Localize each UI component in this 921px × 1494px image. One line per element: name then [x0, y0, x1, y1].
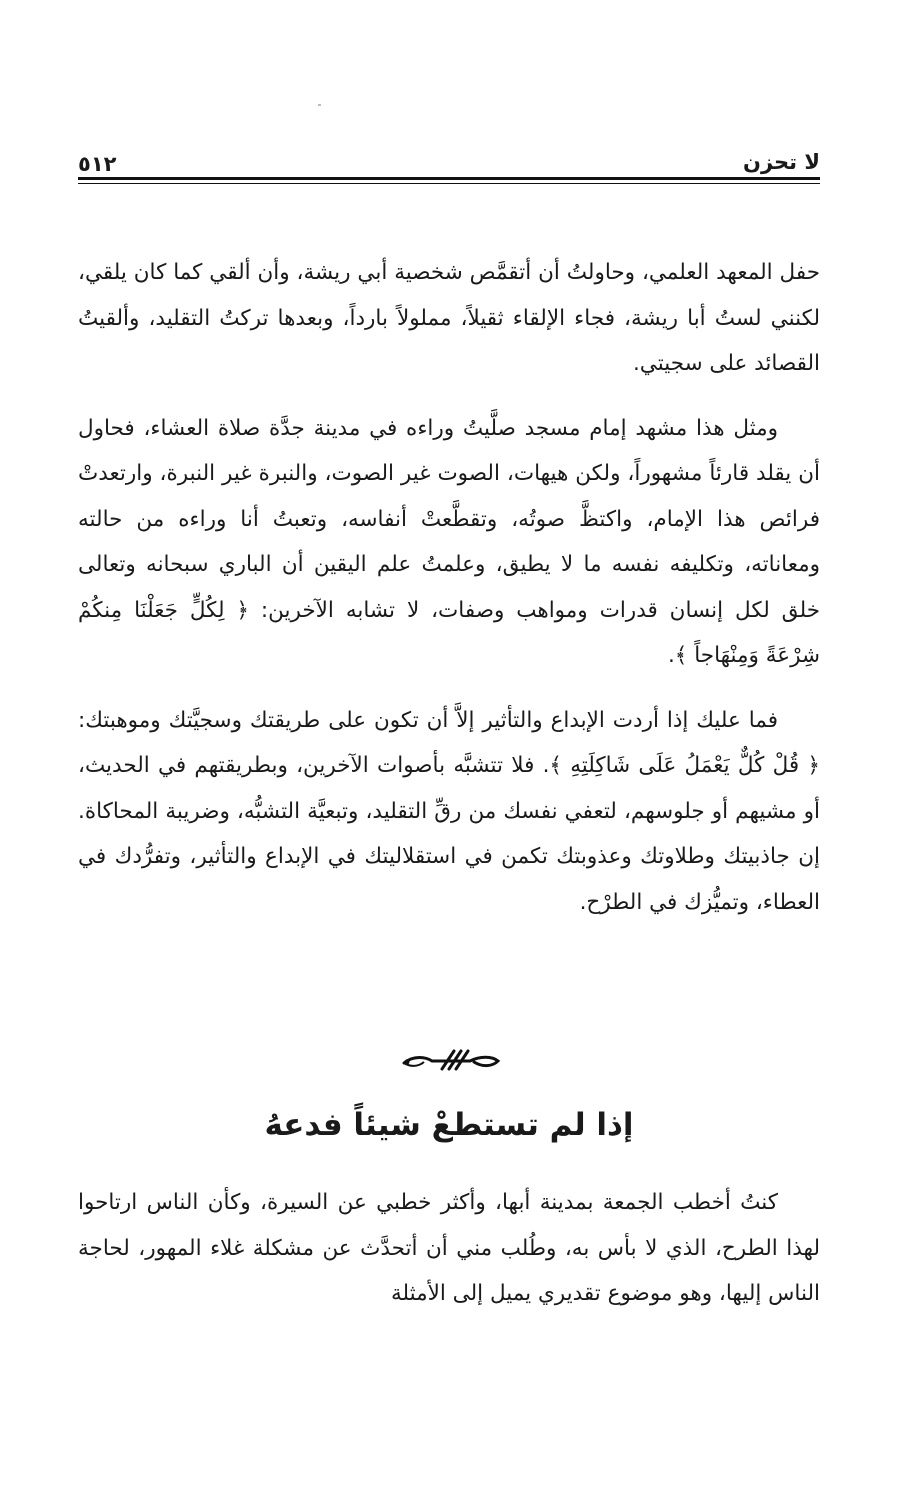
paragraph-abha: كنتُ أخطب الجمعة بمدينة أبها، وأكثر خطبي عن السيرة، وكأن الناس ارتاحوا لهذا الطرح، الذي لا بأس به، وطُلب مني أن أتحدَّث عن مشكلة غلاء المهور، لحاجة الناس إليها، وهو موضوع تقديري يميل إلى الأمثلة [78, 1190, 820, 1306]
body-text-section [78, 1180, 820, 1317]
scan-speck [318, 104, 321, 106]
section-heading: إذا لم تستطعْ شيئاً فدعهُ [264, 1107, 634, 1143]
header-rule-thin [78, 183, 820, 184]
page-number: ٥١٢ [78, 152, 117, 176]
paragraph-continued: حفل المعهد العلمي، وحاولتُ أن أتقمَّص شخصية أبي ريشة، وأن ألقي كما كان يلقي، لكنني لستُ أبا ريشة، فجاء الإلقاء ثقيلاً، مملولاً بارداً، وبعدها تركتُ التقليد، وألقيتُ القصائد على سجيتي. [78, 260, 820, 376]
paragraph-imam: ومثل هذا مشهد إمام مسجد صلَّيتُ وراءه في مدينة جدَّة صلاة العشاء، فحاول أن يقلد قارئاً مشهوراً، ولكن هيهات، الصوت غير الصوت، والنبرة غير النبرة، وارتعدتْ فرائص هذا الإمام، واكتظَّ صوتُه، وتقطَّعتْ أنفاسه، وتعبتُ أنا وراءه من حالته ومعاناته، وتكليفه نفسه ما لا يطيق، وعلمتُ علم اليقين أن الباري سبحانه وتعالى خلق لكل إنسان قدرات ومواهب وصفات، لا تشابه الآخرين: ﴿ لِكُلٍّ جَعَلْنَا مِنكُمْ شِرْعَةً وَمِنْهَاجاً ﴾. [78, 415, 820, 668]
running-title: لا تحزن [743, 150, 820, 174]
header-rule-thick [78, 177, 820, 180]
paragraph-originality: فما عليك إذا أردت الإبداع والتأثير إلاَّ أن تكون على طريقتك وسجيَّتك وموهبتك: ﴿ قُلْ كُلٌّ يَعْمَلُ عَلَى شَاكِلَتِهِ ﴾. فلا تتشبَّه بأصوات الآخرين، وبطريقتهم في الحديث، أو مشيهم أو جلوسهم، لتعفي نفسك من رقِّ التقليد، وتبعيَّة التشبُّه، وضريبة المحاكاة. إن جاذبيتك وطلاوتك وعذوبتك تكمن في استقلاليتك في الإبداع والتأثير، وتفرُّدك في العطاء، وتميُّزك في الطرْح. [78, 707, 820, 915]
body-text-top [78, 250, 820, 925]
page-header [78, 150, 820, 180]
decorative-flourish-icon [400, 1047, 502, 1073]
